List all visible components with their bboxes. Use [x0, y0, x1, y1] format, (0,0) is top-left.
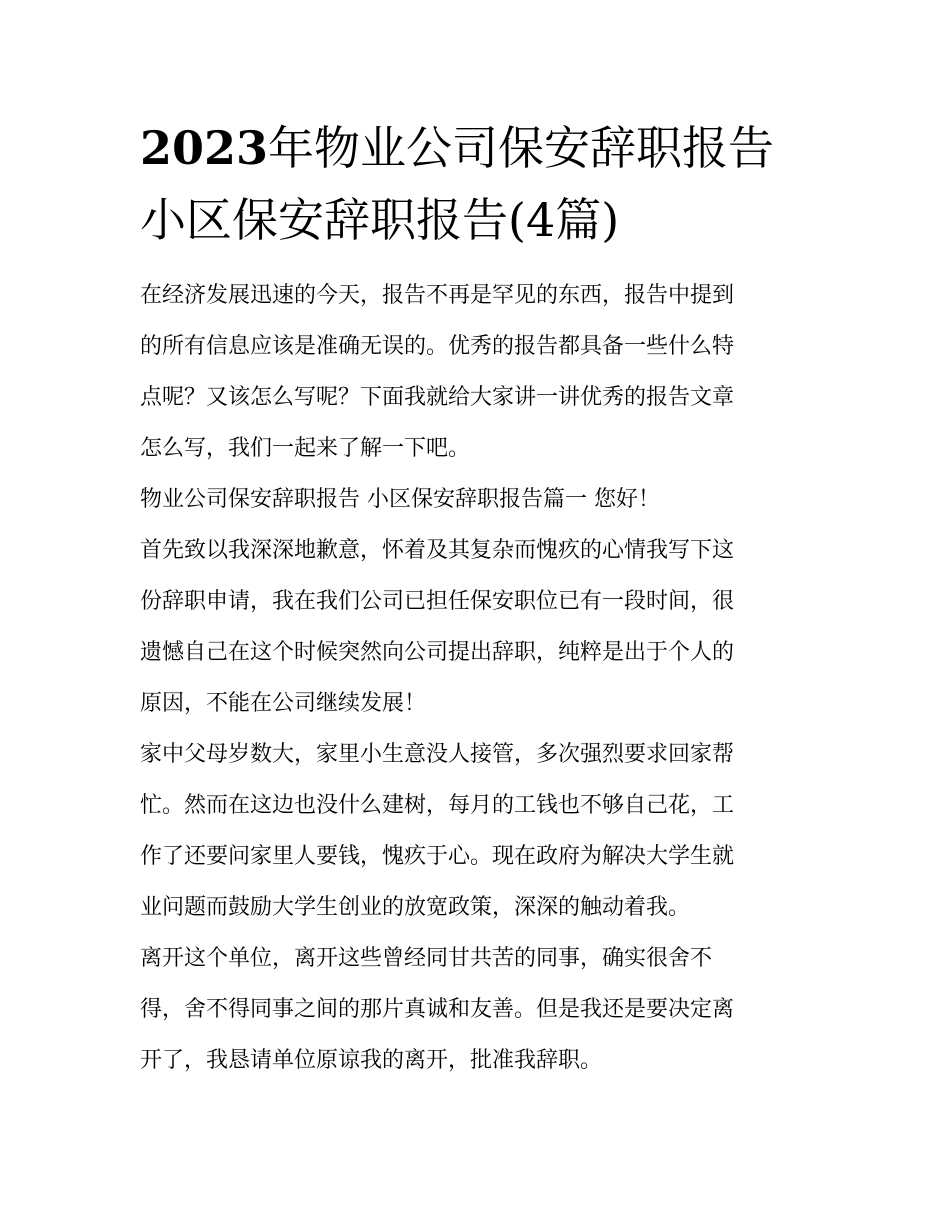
paragraph-apology [140, 525, 812, 729]
text-line: 份辞职申请，我在我们公司已担任保安职位已有一段时间，很 [140, 589, 735, 614]
title-line-1: 2023年物业公司保安辞职报告 [140, 121, 775, 175]
text-line: 的所有信息应该是准确无误的。优秀的报告都具备一些什么特 [140, 334, 735, 359]
text-line: 离开这个单位，离开这些曾经同甘共苦的同事，确实很舍不 [140, 946, 713, 971]
text-line: 遗憾自己在这个时候突然向公司提出辞职，纯粹是出于个人的 [140, 640, 735, 665]
paragraph-heading [140, 474, 812, 525]
document-page [140, 112, 812, 1086]
paragraph-reasons [140, 729, 812, 933]
title-line-2: 小区保安辞职报告(4篇) [140, 193, 620, 247]
paragraph-intro [140, 270, 812, 474]
text-line: 业问题而鼓励大学生创业的放宽政策，深深的触动着我。 [140, 895, 691, 920]
paragraph-farewell [140, 933, 812, 1086]
document-title [140, 112, 812, 256]
text-line: 得，舍不得同事之间的那片真诚和友善。但是我还是要决定离 [140, 997, 735, 1022]
text-line: 作了还要问家里人要钱，愧疚于心。现在政府为解决大学生就 [140, 844, 735, 869]
text-line: 在经济发展迅速的今天，报告不再是罕见的东西，报告中提到 [140, 283, 735, 308]
text-line: 怎么写，我们一起来了解一下吧。 [140, 436, 471, 461]
text-line: 首先致以我深深地歉意，怀着及其复杂而愧疚的心情我写下这 [140, 538, 735, 563]
text-line: 原因，不能在公司继续发展！ [140, 691, 427, 716]
document-body [140, 270, 812, 1086]
text-line: 忙。然而在这边也没什么建树，每月的工钱也不够自己花，工 [140, 793, 735, 818]
text-line: 物业公司保安辞职报告 小区保安辞职报告篇一 您好！ [140, 487, 660, 512]
text-line: 开了，我恳请单位原谅我的离开，批准我辞职。 [140, 1048, 603, 1073]
text-line: 家中父母岁数大，家里小生意没人接管，多次强烈要求回家帮 [140, 742, 735, 767]
text-line: 点呢？又该怎么写呢？下面我就给大家讲一讲优秀的报告文章 [140, 385, 735, 410]
